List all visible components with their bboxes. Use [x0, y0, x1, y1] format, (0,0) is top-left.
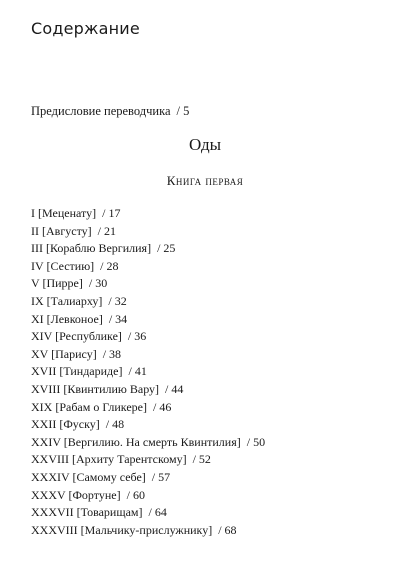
toc-entry-title: XXXVIII [Мальчику-прислужнику]: [31, 522, 213, 537]
preface-label: Предисловие переводчика: [31, 104, 171, 118]
toc-entry-title: XIV [Республике]: [31, 329, 122, 344]
toc-entry-title: XVIII [Квинтилию Вару]: [31, 381, 160, 396]
toc-entry[interactable]: [31, 522, 265, 540]
toc-entry[interactable]: [31, 469, 265, 487]
toc-entry[interactable]: [31, 311, 265, 329]
toc-entry[interactable]: [31, 275, 265, 293]
toc-entry-page: / 32: [108, 293, 127, 308]
toc-entry-page: / 50: [246, 434, 266, 449]
page-title: Содержание: [31, 19, 140, 38]
toc-entry-page: / 57: [151, 469, 171, 484]
toc-entry[interactable]: [31, 205, 265, 223]
toc-entry-page: / 46: [152, 399, 172, 414]
toc-entry[interactable]: [31, 363, 265, 381]
toc-entry[interactable]: [31, 399, 265, 417]
toc-entry-title: XVII [Тиндариде]: [31, 364, 123, 379]
toc-entry-title: XV [Парису]: [31, 346, 97, 361]
toc-entry-title: XI [Левконое]: [31, 311, 103, 326]
toc-entry-page: / 52: [192, 452, 211, 467]
toc-entry[interactable]: [31, 258, 265, 276]
preface-page-number: / 5: [176, 104, 190, 118]
toc-entry-page: / 64: [148, 505, 167, 520]
toc-entry-title: XXVIII [Архиту Тарентскому]: [31, 452, 187, 467]
toc-entry-page: / 38: [102, 346, 122, 361]
toc-entry-title: XXXVII [Товарищам]: [31, 505, 143, 520]
toc-entry-page: / 17: [102, 206, 121, 220]
section-heading: Оды: [188, 135, 222, 154]
toc-entry-page: / 30: [88, 276, 108, 291]
toc-entry[interactable]: [31, 381, 265, 399]
toc-entry-title: III [Кораблю Вергилия]: [31, 241, 152, 256]
toc-entry-title: XXII [Фуску]: [31, 417, 100, 432]
toc-entry[interactable]: [31, 487, 265, 505]
toc-entry-page: / 34: [108, 311, 128, 326]
toc-entry-page: / 44: [165, 381, 184, 396]
toc-entry-page: / 68: [218, 522, 237, 537]
toc-entry[interactable]: [31, 346, 265, 364]
toc-entry-title: V [Пирре]: [31, 276, 83, 291]
toc-entry-page: / 28: [100, 258, 119, 273]
toc-entry-page: / 41: [128, 364, 147, 379]
toc-entry-page: / 60: [126, 487, 145, 502]
toc-entry[interactable]: [31, 328, 265, 346]
toc-entry[interactable]: [31, 293, 265, 311]
toc-entry[interactable]: [31, 434, 265, 452]
toc-entry-page: / 36: [127, 329, 147, 344]
toc-entry-page: / 25: [157, 241, 176, 256]
toc-entry-title: I [Меценату]: [31, 206, 97, 220]
preface-entry[interactable]: [31, 104, 189, 119]
toc-entry-title: IV [Сестию]: [31, 258, 95, 273]
toc-entry[interactable]: [31, 240, 265, 258]
toc-entry-page: / 21: [97, 223, 116, 238]
toc-entry-title: XXXIV [Самому себе]: [31, 469, 146, 484]
toc-entry-title: XXXV [Фортуне]: [31, 487, 121, 502]
toc-entry-title: IX [Талиарху]: [31, 293, 103, 308]
toc-entry-page: / 48: [105, 417, 125, 432]
toc-entry-title: XXIV [Вергилию. На смерть Квинтилия]: [31, 434, 241, 449]
book-heading: Книга первая: [166, 173, 244, 188]
toc-entry-title: XIX [Рабам о Гликере]: [31, 399, 147, 414]
toc-entry[interactable]: [31, 416, 265, 434]
toc-list: [31, 205, 265, 539]
toc-entry-title: II [Августу]: [31, 223, 92, 238]
toc-entry[interactable]: [31, 223, 265, 241]
toc-entry[interactable]: [31, 504, 265, 522]
toc-entry[interactable]: [31, 451, 265, 469]
